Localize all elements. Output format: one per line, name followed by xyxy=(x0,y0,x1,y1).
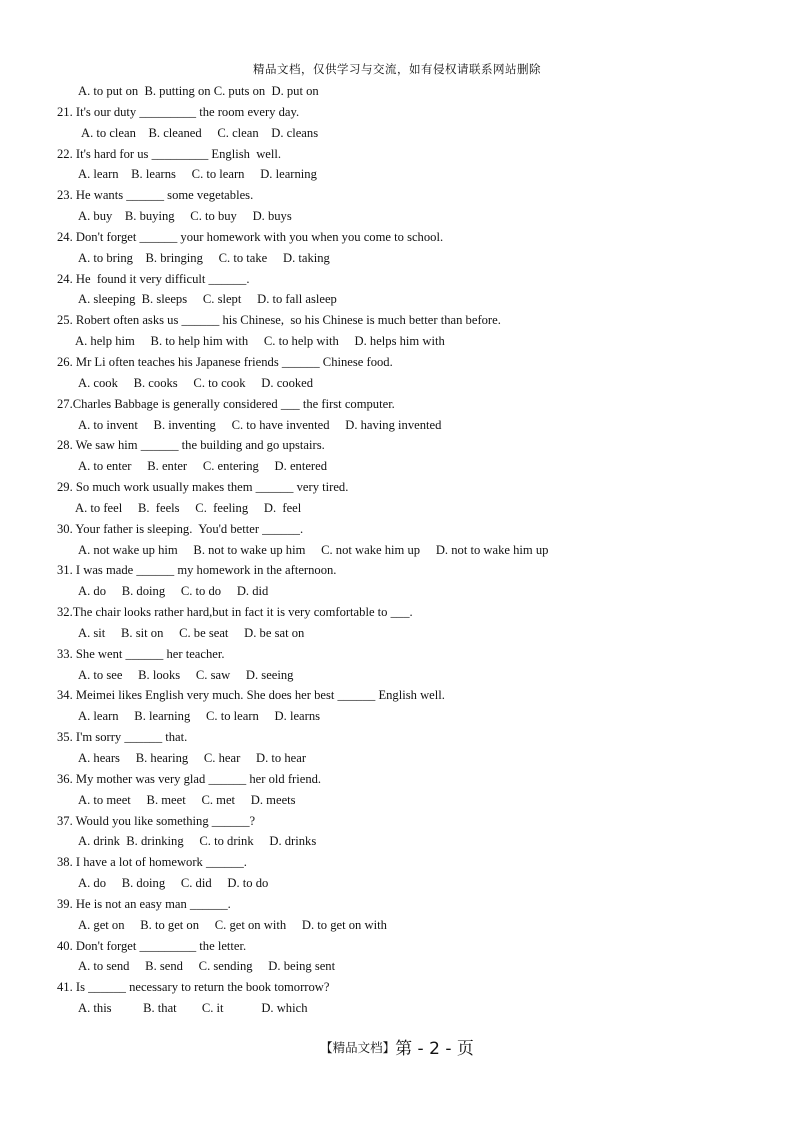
question-line: 27.Charles Babbage is generally considered ___ the first computer. xyxy=(57,396,395,411)
question-line: 21. It's our duty _________ the room every day. xyxy=(57,104,300,119)
question-list xyxy=(57,81,747,1019)
page-header-notice: 精品文档，仅供学习与交流，如有侵权请联系网站删除 xyxy=(253,62,541,76)
page-number: 第 - 2 - 页 xyxy=(395,1039,474,1059)
options-line: A. drink B. drinking C. to drink D. drinks xyxy=(78,834,317,849)
question-line: 40. Don't forget _________ the letter. xyxy=(57,938,247,953)
options-line: A. sit B. sit on C. be seat D. be sat on xyxy=(78,625,305,640)
options-line: A. hears B. hearing C. hear D. to hear xyxy=(78,751,307,765)
question-line: 39. He is not an easy man ______. xyxy=(57,896,231,911)
options-line: A. do B. doing C. did D. to do xyxy=(78,876,269,891)
options-line: A. buy B. buying C. to buy D. buys xyxy=(78,209,292,224)
question-line: 22. It's hard for us _________ English well. xyxy=(57,146,282,161)
options-line: A. to send B. send C. sending D. being sent xyxy=(78,959,336,974)
options-line: A. learn B. learning C. to learn D. learns xyxy=(78,709,321,724)
question-line: 29. So much work usually makes them ______ very tired. xyxy=(57,480,349,495)
question-line: 23. He wants ______ some vegetables. xyxy=(57,188,254,203)
question-line: 35. I'm sorry ______ that. xyxy=(57,730,188,745)
options-line: A. cook B. cooks C. to cook D. cooked xyxy=(78,375,314,390)
options-line: A. sleeping B. sleeps C. slept D. to fall asleep xyxy=(78,292,337,307)
options-line: A. not wake up him B. not to wake up him C. not wake him up D. not to wake him up xyxy=(78,542,549,557)
question-line: 36. My mother was very glad ______ her old friend. xyxy=(57,771,322,786)
page-footer xyxy=(0,1034,794,1059)
question-line: 30. Your father is sleeping. You'd better ______. xyxy=(57,521,304,536)
options-line: A. to meet B. meet C. met D. meets xyxy=(78,792,296,807)
options-line: A. to clean B. cleaned C. clean D. cleans xyxy=(81,125,319,140)
question-line: 24. Don't forget ______ your homework with you when you come to school. xyxy=(57,229,444,244)
question-line: 31. I was made ______ my homework in the afternoon. xyxy=(57,563,337,578)
options-line: A. get on B. to get on C. get on with D. to get on with xyxy=(78,917,387,932)
options-line: A. help him B. to help him with C. to help with D. helps him with xyxy=(75,334,445,349)
options-line: A. to bring B. bringing C. to take D. taking xyxy=(78,250,330,265)
question-line: 33. She went ______ her teacher. xyxy=(57,646,225,661)
options-line: A. do B. doing C. to do D. did xyxy=(78,584,269,599)
question-line: 38. I have a lot of homework ______. xyxy=(57,855,247,870)
options-line: A. learn B. learns C. to learn D. learning xyxy=(78,167,317,182)
options-line: A. to put on B. putting on C. puts on D. put on xyxy=(78,84,319,98)
options-line: A. to invent B. inventing C. to have invented D. having invented xyxy=(78,417,442,432)
footer-tag: 【精品文档】 xyxy=(320,1040,396,1055)
question-line: 37. Would you like something ______? xyxy=(57,813,256,828)
question-line: 26. Mr Li often teaches his Japanese friends ______ Chinese food. xyxy=(57,354,393,369)
question-line: 41. Is ______ necessary to return the book tomorrow? xyxy=(57,980,330,995)
question-line: 32.The chair looks rather hard,but in fact it is very comfortable to ___. xyxy=(57,605,413,620)
question-line: 25. Robert often asks us ______ his Chinese, so his Chinese is much better than before. xyxy=(57,313,501,328)
question-line: 28. We saw him ______ the building and go upstairs. xyxy=(57,438,325,453)
question-line: 34. Meimei likes English very much. She does her best ______ English well. xyxy=(57,688,445,703)
options-line: A. to see B. looks C. saw D. seeing xyxy=(78,667,294,682)
question-line: 24. He found it very difficult ______. xyxy=(57,271,250,286)
options-line: A. to feel B. feels C. feeling D. feel xyxy=(75,500,302,515)
options-line: A. this B. that C. it D. which xyxy=(78,1001,308,1016)
options-line: A. to enter B. enter C. entering D. entered xyxy=(78,459,328,474)
